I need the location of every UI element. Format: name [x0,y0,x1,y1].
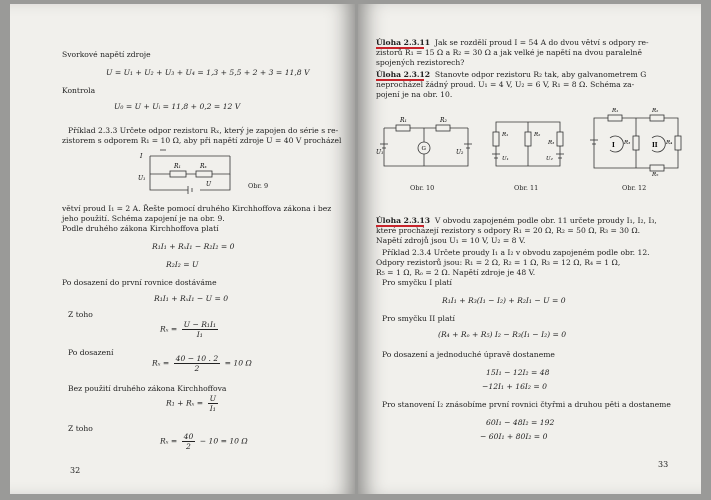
task-text: Jak se rozdělí proud I = 54 A do dvou větví s odpory re- [434,38,649,47]
page-number: 32 [70,466,81,475]
page-number: 33 [658,460,669,469]
task-line [376,216,657,225]
equation: − 60I₁ + 80I₂ = 0 [480,432,548,441]
equation: U₀ = U + Uᵢ = 11,8 + 0,2 = 12 V [114,102,241,111]
numerator: 40 [183,432,194,441]
text-line: jeho použití. Schéma zapojení je na obr. 9. [62,214,225,223]
equation: R₁I₁ + RₓI₁ − U = 0 [154,294,229,303]
numerator: U − R₁I₁ [183,320,217,329]
fig10-label: U₂ [456,149,464,156]
task-line: spojených rezistorech? [376,58,465,67]
equation: 15I₁ − 12I₂ = 48 [486,368,550,377]
equation: 60I₁ − 48I₂ = 192 [486,418,555,427]
text-line: zistorem s odporem R₁ = 10 Ω, aby při napětí zdroje U = 40 V procházel [62,136,342,145]
text-line: Po dosazení [68,348,114,357]
fig10-label: R₂ [440,117,447,124]
example-line: R₅ = 1 Ω, Rₒ = 2 Ω. Napětí zdroje je 48 V. [376,268,536,277]
example-line: Po dosazení a jednoduché úpravě dostaneme [382,350,555,359]
text-line: Po dosazení do první rovnice dostáváme [62,278,217,287]
task-heading: Úloha 2.3.13 [376,216,431,225]
circuit-figure-10 [376,114,476,174]
fig10-label: U₁ [376,149,384,156]
equation: R₁I₁ + R₃(I₁ − I₂) + R₂I₁ − U = 0 [442,296,566,305]
task-line: Napětí zdrojů jsou U₁ = 10 V, U₂ = 8 V. [376,236,526,245]
circuit-figure-11 [488,114,568,174]
equation: (R₄ + Rₒ + R₅) I₂ − R₃(I₁ − I₂) = 0 [438,330,567,339]
eq-lhs: R₁ + Rₓ = [166,398,204,408]
equation: U = U₁ + U₂ + U₃ + U₄ = 1,3 + 5,5 + 2 + 3 = 11,8 V [106,68,310,77]
fig10-label: R₁ [400,117,407,124]
fraction-equation [166,394,220,413]
fig9-label: U₁ [138,175,146,182]
fraction [208,394,218,413]
fig12-label: R₄ [666,140,673,146]
eq-lhs: Rₓ = [160,324,178,334]
fig12-label: R₅ [652,172,659,178]
fig12-label: R₃ [624,140,631,146]
task-line: neprocházel žádný proud. U₁ = 4 V, U₂ = 6 V, R₁ = 8 Ω. Schéma za- [376,80,635,89]
figure-caption: Obr. 10 [410,184,435,192]
denominator: 2 [186,442,191,451]
fraction [182,432,196,451]
equation: R₁I₁ + RₓI₁ − R₂I₂ = 0 [152,242,235,251]
fraction [182,320,218,339]
denominator: I₁ [209,404,216,413]
text-line: Podle druhého zákona Kirchhoffova platí [62,224,219,233]
text-line: Svorkové napětí zdroje [62,50,151,59]
fig9-label: Rₓ [200,163,207,170]
equation: R₂I₂ = U [166,260,199,269]
numerator: U [209,394,216,403]
fig11-label: R₁ [502,132,509,138]
eq-rhs: = 10 Ω [224,358,252,368]
fig12-loop-label: II [652,142,658,149]
text-line: větví proud I₁ = 2 A. Řešte pomocí druhého Kirchhoffova zákona i bez [62,204,332,213]
example-line: Příklad 2.3.4 Určete proudy I₁ a I₂ v obvodu zapojeném podle obr. 12. [382,248,650,257]
task-heading: Úloha 2.3.11 [376,38,431,47]
eq-rhs: − 10 = 10 Ω [199,436,248,446]
text-line: Z toho [68,424,93,433]
circuit-figure-9 [130,144,330,200]
example-line: Odpory rezistorů jsou: R₁ = 2 Ω, R₂ = 1 Ω, R₃ = 12 Ω, R₄ = 1 Ω, [376,258,621,267]
text-line: Kontrola [62,86,96,95]
task-line [376,38,649,47]
fraction-equation [160,320,220,339]
eq-lhs: Rₓ = [160,436,178,446]
example-line: Pro stanovení I₂ znásobíme první rovnici čtyřmi a druhou pěti a dostaneme [382,400,671,409]
circuit-figure-12 [586,108,686,178]
example-line: Pro smyčku I platí [382,278,452,287]
denominator: I₁ [196,330,203,339]
right-page [358,4,701,494]
text-line: Z toho [68,310,93,319]
text-line: Příklad 2.3.3 Určete odpor rezistoru Rₓ, který je zapojen do série s re- [68,126,339,135]
figure-caption: Obr. 11 [514,184,539,192]
fig11-label: U₁ [502,156,509,162]
fig9-label: R₁ [174,163,181,170]
fraction-equation [152,354,252,373]
task-line [376,70,646,79]
text-line: Bez použití druhého zákona Kirchhoffova [68,384,227,393]
figure-caption: Obr. 9 [248,182,269,190]
fig9-label: U [206,181,212,188]
numerator: 40 − 10 . 2 [175,354,219,363]
task-text: Stanovte odpor rezistoru R₂ tak, aby galvanometrem G [434,70,647,79]
eq-lhs: Rₓ = [152,358,170,368]
fig11-label: U₂ [546,156,553,162]
task-line: zistorů R₁ = 15 Ω a R₂ = 30 Ω a jak velké je napětí na dvou paralelně [376,48,642,57]
fig12-label: R₁ [612,108,619,114]
fig12-loop-label: I [612,142,615,149]
task-text: V obvodu zapojeném podle obr. 11 určete proudy I₁, I₂, I₃, [434,216,657,225]
equation: −12I₁ + 16I₂ = 0 [482,382,547,391]
fig12-label: R₂ [652,108,659,114]
denominator: 2 [194,364,200,373]
fraction-equation [160,432,248,451]
task-line: které procházejí rezistory s odpory R₁ = 20 Ω, R₂ = 50 Ω, R₃ = 30 Ω. [376,226,641,235]
fig10-label: G [421,146,426,152]
task-heading: Úloha 2.3.12 [376,70,431,79]
fig11-label: R₃ [548,140,555,146]
fraction [174,354,221,373]
fig9-label: I [140,153,143,160]
example-line: Pro smyčku II platí [382,314,455,323]
left-page [10,4,355,494]
figure-caption: Obr. 12 [622,184,647,192]
fig11-label: R₂ [534,132,541,138]
task-line: pojení je na obr. 10. [376,90,453,99]
